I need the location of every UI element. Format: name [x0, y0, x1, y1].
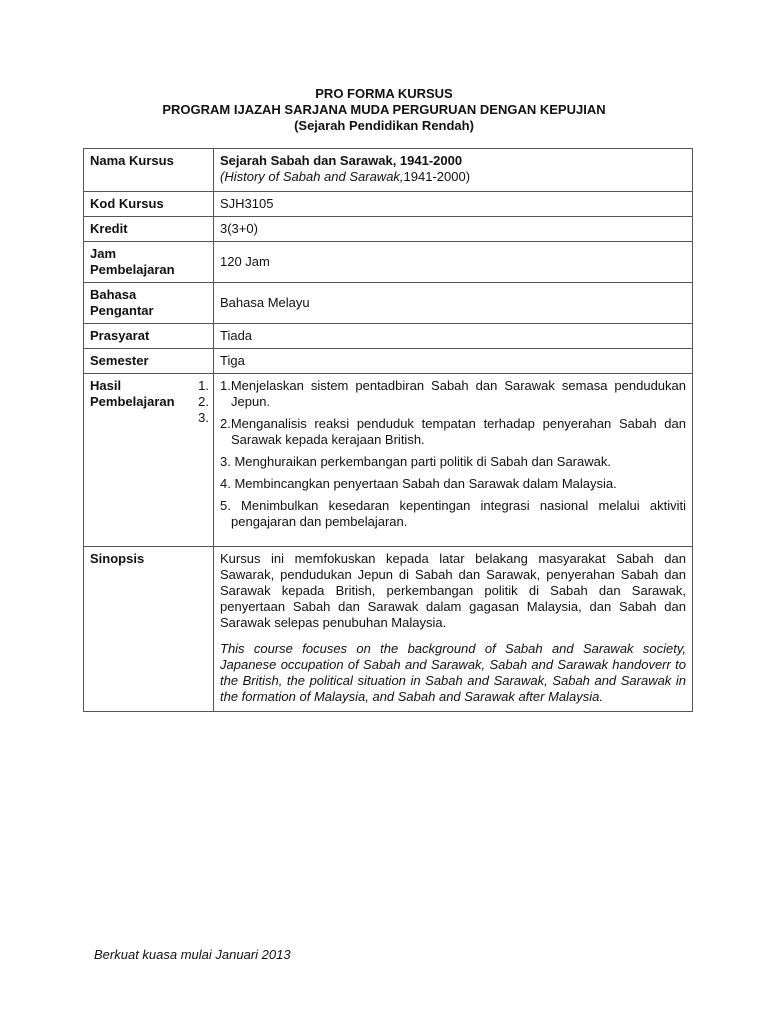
- label-bahasa-line2: Pengantar: [90, 303, 154, 318]
- hasil-number-list: [198, 378, 209, 426]
- synopsis-english: This course focuses on the background of Sabah and Sarawak society, Japanese occupation of Sabah and Sarawak, Sabah and Sarawak handoverr to the British, the political situation in Sabah and Sarawak, Sabah and Sarawak in the formation of Malaysia, and Sabah and Sarawak after Malaysia.: [220, 641, 686, 704]
- label-prasyarat: Prasyarat: [84, 324, 214, 349]
- row-hasil-pembelajaran: [84, 374, 693, 547]
- learning-outcome: 4. Membincangkan penyertaan Sabah dan Sarawak dalam Malaysia.: [220, 476, 617, 491]
- hasil-number: 2.: [198, 394, 209, 409]
- row-semester: [84, 349, 693, 374]
- label-sinopsis: Sinopsis: [84, 547, 214, 712]
- row-nama-kursus: [84, 149, 693, 192]
- row-kredit: [84, 217, 693, 242]
- course-name-english: [220, 169, 686, 185]
- header-title: PRO FORMA KURSUS: [315, 86, 453, 101]
- label-jam-line2: Pembelajaran: [90, 262, 175, 277]
- label-semester: Semester: [84, 349, 214, 374]
- label-bahasa-line1: Bahasa: [90, 287, 137, 302]
- hasil-number: 1.: [198, 378, 209, 393]
- document-header: [0, 86, 768, 134]
- synopsis-malay: Kursus ini memfokuskan kepada latar belakang masyarakat Sabah dan Sawarak, pendudukan Jepun di Sabah dan Sarawak, penyerahan Sabah dan Sarawak kepada British, perkembangan politik di Sabah dan Sarawak, penyertaan Sabah dan Sarawak dalam gagasan Malaysia, dan Sabah dan Sarawak selepas penubuhan Malaysia.: [220, 551, 686, 630]
- course-name-english-italic: (History of Sabah and Sarawak,: [220, 169, 404, 184]
- value-semester: Tiga: [214, 349, 693, 374]
- value-kredit: 3(3+0): [214, 217, 693, 242]
- row-prasyarat: [84, 324, 693, 349]
- value-kod-kursus: SJH3105: [214, 192, 693, 217]
- course-name-malay: Sejarah Sabah dan Sarawak, 1941-2000: [220, 153, 463, 168]
- value-bahasa-pengantar: Bahasa Melayu: [214, 283, 693, 324]
- hasil-number: 3.: [198, 410, 209, 425]
- course-name-english-years: 1941-2000): [403, 169, 471, 184]
- label-hasil-pembelajaran: [84, 374, 214, 547]
- value-sinopsis: [214, 547, 693, 712]
- row-jam-pembelajaran: [84, 242, 693, 283]
- course-proforma-table: [83, 148, 693, 712]
- row-kod-kursus: [84, 192, 693, 217]
- label-kredit: Kredit: [84, 217, 214, 242]
- label-jam-pembelajaran: [84, 242, 214, 283]
- value-hasil-pembelajaran: [214, 374, 693, 547]
- label-bahasa-pengantar: [84, 283, 214, 324]
- label-kod-kursus: Kod Kursus: [84, 192, 214, 217]
- label-nama-kursus: Nama Kursus: [84, 149, 214, 192]
- header-subject: (Sejarah Pendidikan Rendah): [294, 118, 474, 133]
- learning-outcome: 3. Menghuraikan perkembangan parti politik di Sabah dan Sarawak.: [220, 454, 611, 469]
- value-prasyarat: Tiada: [214, 324, 693, 349]
- learning-outcome: 5. Menimbulkan kesedaran kepentingan integrasi nasional melalui aktiviti pengajaran dan pembelajaran.: [220, 498, 686, 529]
- learning-outcome: 1.Menjelaskan sistem pentadbiran Sabah dan Sarawak semasa pendudukan Jepun.: [220, 378, 686, 409]
- label-jam-line1: Jam: [90, 246, 117, 261]
- value-jam-pembelajaran: 120 Jam: [214, 242, 693, 283]
- value-nama-kursus: [214, 149, 693, 192]
- row-sinopsis: [84, 547, 693, 712]
- label-hasil-line1: Hasil: [90, 378, 122, 393]
- header-program: PROGRAM IJAZAH SARJANA MUDA PERGURUAN DENGAN KEPUJIAN: [162, 102, 606, 117]
- label-hasil-line2: Pembelajaran: [90, 394, 175, 409]
- row-bahasa-pengantar: [84, 283, 693, 324]
- learning-outcome: 2.Menganalisis reaksi penduduk tempatan terhadap penyerahan Sabah dan Sarawak kepada kerajaan British.: [220, 416, 686, 447]
- effective-date-footer: Berkuat kuasa mulai Januari 2013: [94, 947, 291, 962]
